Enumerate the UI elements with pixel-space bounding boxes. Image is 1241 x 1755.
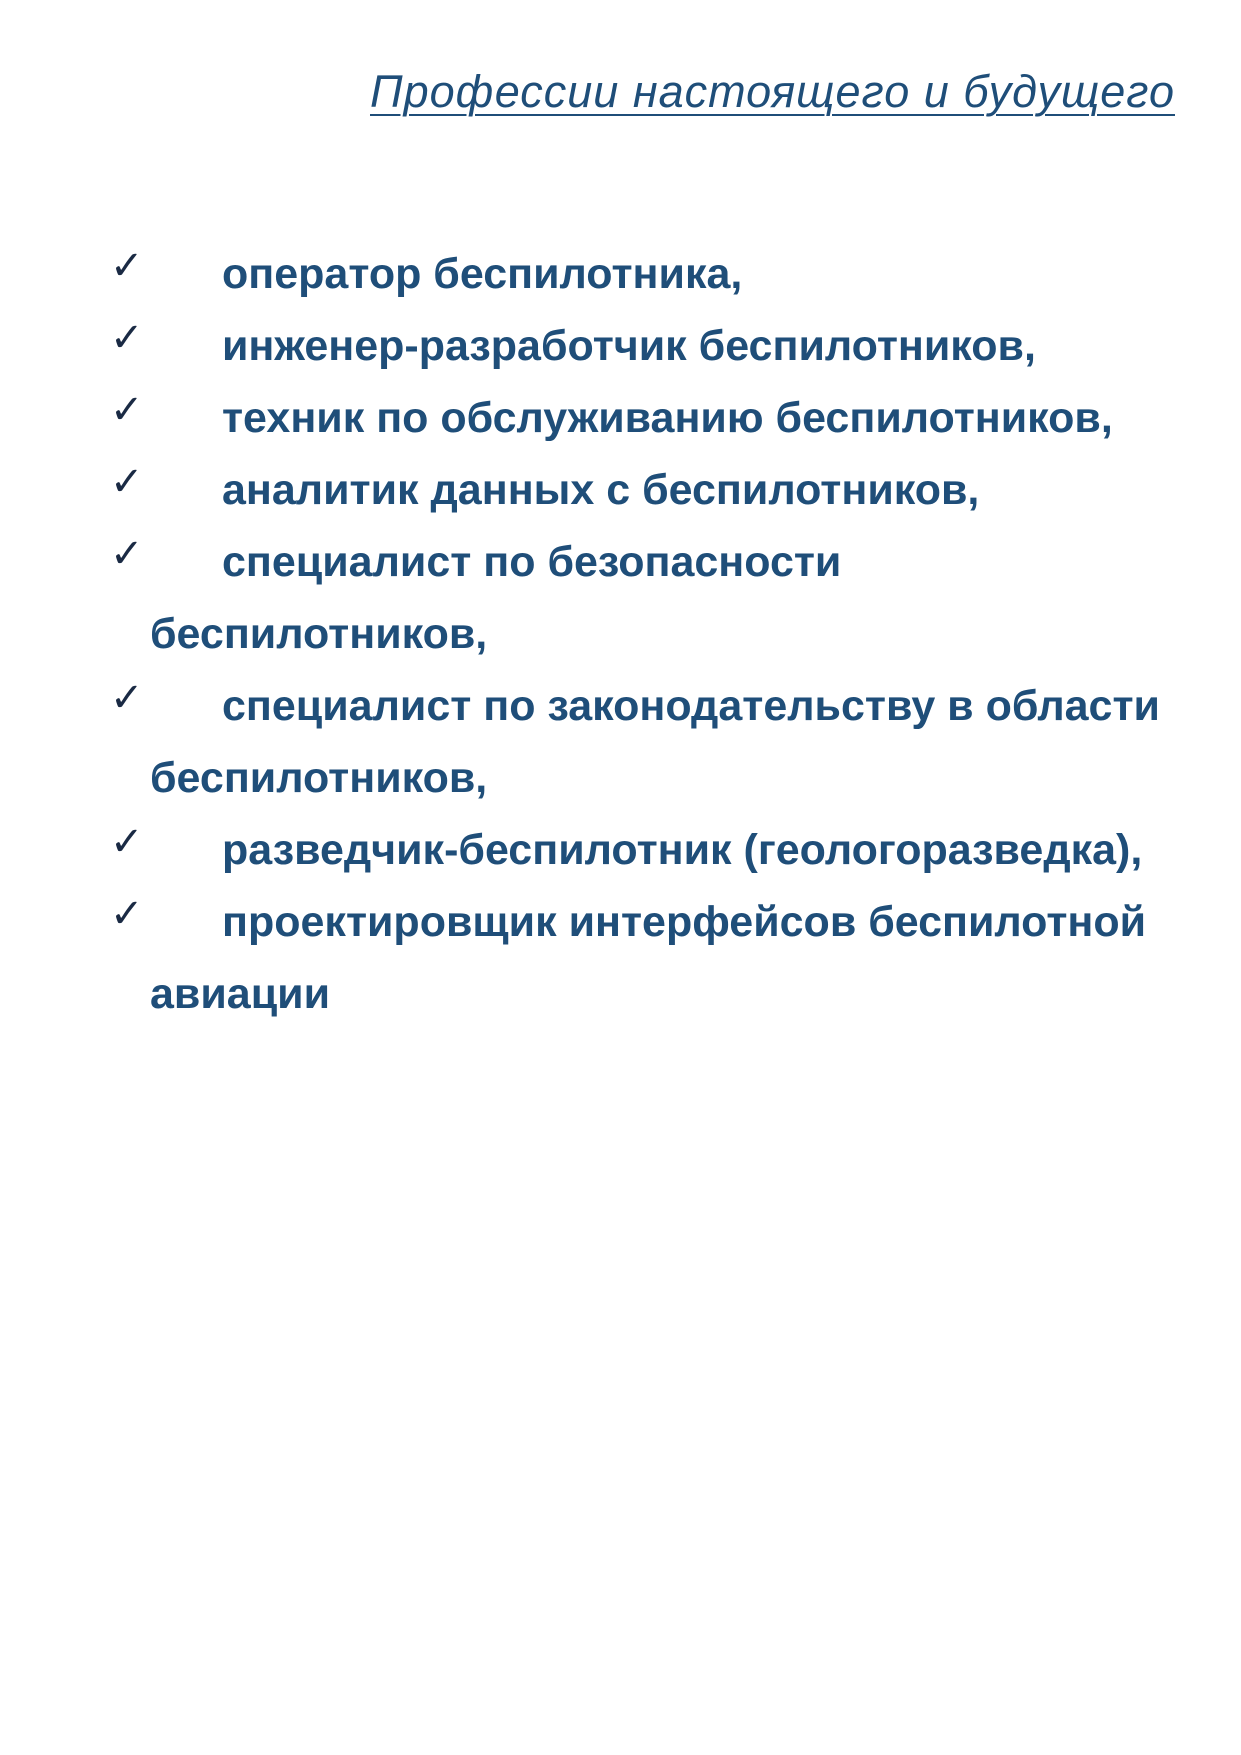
list-item-text: специалист по безопасности беспилотников, bbox=[150, 538, 842, 658]
list-item-text: аналитик данных с беспилотников, bbox=[222, 466, 980, 514]
check-mark-icon: ✓ bbox=[110, 891, 144, 937]
list-item-text: техник по обслуживанию беспилотников, bbox=[222, 394, 1113, 442]
check-mark-icon: ✓ bbox=[110, 675, 144, 721]
list-item bbox=[110, 454, 1190, 526]
check-mark-icon: ✓ bbox=[110, 819, 144, 865]
list-item bbox=[110, 310, 1190, 382]
professions-list bbox=[110, 238, 1190, 1030]
page-title: Профессии настоящего и будущего bbox=[370, 66, 1175, 117]
list-item-text: оператор беспилотника, bbox=[222, 250, 743, 298]
check-mark-icon: ✓ bbox=[110, 387, 144, 433]
check-mark-icon: ✓ bbox=[110, 315, 144, 361]
list-item bbox=[110, 670, 1190, 814]
list-item-text: проектировщик интерфейсов беспилотной авиации bbox=[150, 898, 1147, 1018]
list-item bbox=[110, 382, 1190, 454]
list-item-text: разведчик-беспилотник (геологоразведка), bbox=[222, 826, 1143, 874]
check-mark-icon: ✓ bbox=[110, 459, 144, 505]
check-mark-icon: ✓ bbox=[110, 531, 144, 577]
list-item bbox=[110, 238, 1190, 310]
list-item bbox=[110, 814, 1190, 886]
check-mark-icon: ✓ bbox=[110, 243, 144, 289]
list-item bbox=[110, 886, 1190, 1030]
list-item-text: специалист по законодательству в области беспилотников, bbox=[150, 682, 1160, 802]
list-item-text: инженер-разработчик беспилотников, bbox=[222, 322, 1036, 370]
list-item bbox=[110, 526, 1190, 670]
